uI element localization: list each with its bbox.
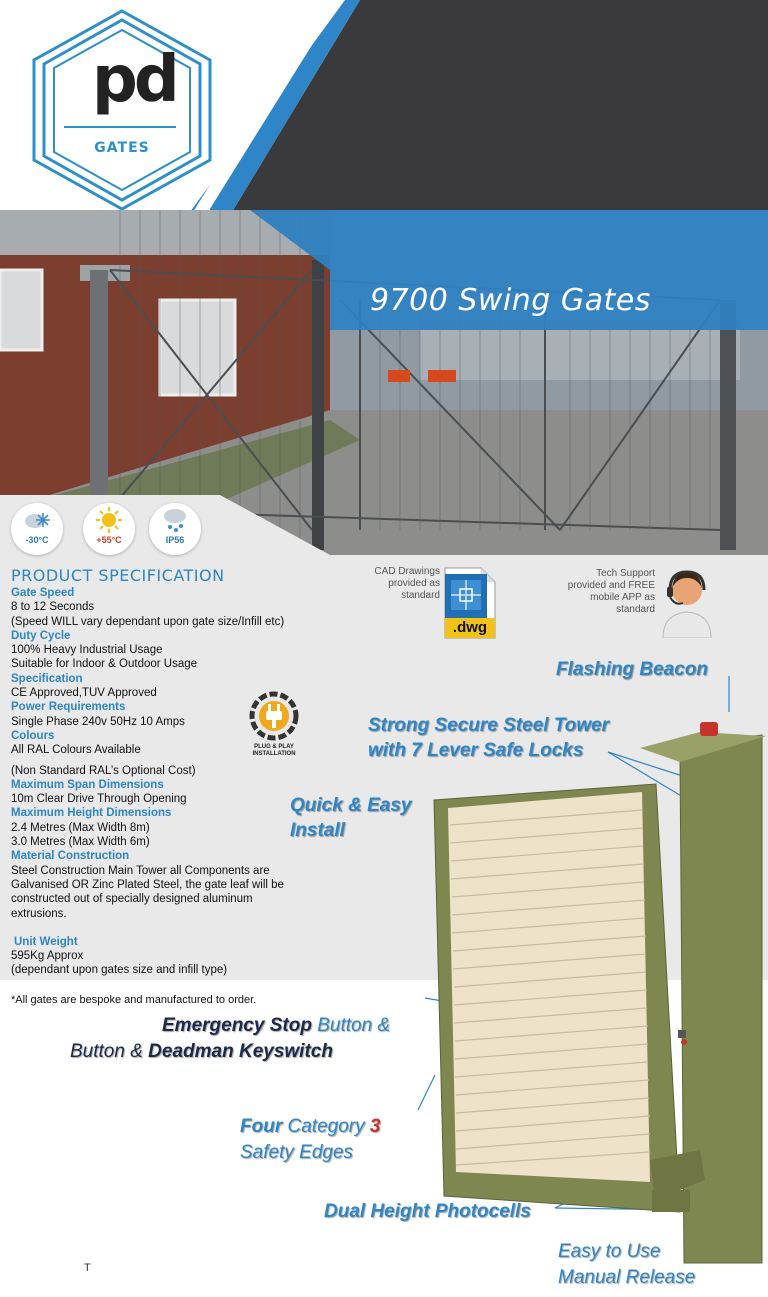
spec-value: Suitable for Indoor & Outdoor Usage	[11, 658, 198, 671]
ip-rating-label: IP56	[165, 535, 185, 545]
callout-install-line1: Quick & Easy	[290, 795, 412, 816]
spec-value: 8 to 12 Seconds	[11, 601, 95, 614]
category-number: 3	[369, 1116, 381, 1137]
low-temp-label: -30°C	[25, 535, 49, 545]
plug-badge-line1: PLUG & PLAY	[254, 744, 294, 750]
callout-release-line2: Manual Release	[558, 1267, 696, 1288]
spec-value: 100% Heavy Industrial Usage	[11, 644, 163, 657]
ip-rating-badge	[149, 503, 201, 555]
support-line: Tech Support	[596, 568, 655, 579]
spec-value: Single Phase 240v 50Hz 10 Amps	[11, 715, 185, 728]
rain-cloud-icon	[161, 507, 189, 533]
spec-heading-height: Maximum Height Dimensions	[11, 807, 172, 820]
spec-value: 2.4 Metres (Max Width 8m)	[11, 821, 150, 834]
callout-emergency-stop-line2	[70, 1040, 333, 1064]
bespoke-footnote: *All gates are bespoke and manufactured to order.	[11, 994, 257, 1006]
callout-photocells: Dual Height Photocells	[324, 1201, 531, 1222]
emergency-stop-text: Emergency Stop	[162, 1015, 312, 1036]
cad-line: CAD Drawings	[374, 566, 440, 577]
high-temp-label: +55°C	[96, 535, 122, 545]
dwg-file-label: .dwg	[452, 619, 488, 636]
spec-value: 10m Clear Drive Through Opening	[11, 793, 187, 806]
spec-value: (dependant upon gates size and infill type)	[11, 964, 228, 977]
spec-value: 3.0 Metres (Max Width 6m)	[11, 836, 150, 849]
logo-word: GATES	[94, 140, 150, 156]
sun-icon	[95, 507, 123, 533]
spec-heading-colours: Colours	[11, 729, 55, 742]
spec-value: Galvanised OR Zinc Plated Steel, the gate leaf will be	[11, 878, 284, 891]
spec-heading: PRODUCT SPECIFICATION	[11, 566, 225, 585]
callout-release-line1: Easy to Use	[558, 1241, 661, 1262]
spec-value: extrusions.	[11, 907, 67, 920]
support-line: provided and FREE	[567, 580, 655, 591]
support-line: standard	[616, 604, 655, 615]
spec-value: constructed out of specially designed aluminum	[11, 893, 253, 906]
spec-heading-specification: Specification	[11, 672, 83, 685]
spec-heading-power: Power Requirements	[11, 701, 126, 714]
product-title: 9700 Swing Gates	[370, 283, 651, 318]
callout-install-line2: Install	[290, 820, 345, 841]
four-text: Four	[240, 1116, 283, 1137]
spec-value: All RAL Colours Available	[11, 744, 141, 757]
cad-line: provided as	[388, 578, 440, 589]
deadman-keyswitch-text: Deadman Keyswitch	[148, 1041, 333, 1062]
spec-value: CE Approved,TUV Approved	[11, 687, 157, 700]
callout-safety-edges-line1	[240, 1115, 380, 1139]
support-line: mobile APP as	[590, 592, 655, 603]
callout-safety-edges-line2: Safety Edges	[240, 1142, 354, 1163]
callout-flashing-beacon: Flashing Beacon	[556, 659, 709, 680]
spec-heading-material: Material Construction	[11, 850, 130, 863]
spec-heading-gate-speed: Gate Speed	[11, 587, 75, 599]
callout-emergency-stop-line1	[162, 1014, 390, 1038]
deadman-button-text: Button &	[70, 1041, 149, 1062]
spec-heading-span: Maximum Span Dimensions	[11, 778, 164, 791]
callout-steel-tower-line1: Strong Secure Steel Tower	[368, 715, 610, 736]
logo-letters: pd	[92, 43, 176, 117]
spec-value: (Non Standard RAL’s Optional Cost)	[11, 764, 196, 777]
spec-value: Steel Construction Main Tower all Components are	[11, 864, 270, 877]
spec-heading-weight: Unit Weight	[14, 935, 78, 948]
emergency-stop-button-text: Button &	[311, 1015, 391, 1036]
page-mark: T	[84, 1262, 91, 1274]
callout-steel-tower-line2: with 7 Lever Safe Locks	[368, 740, 584, 761]
header	[0, 0, 768, 212]
spec-value: (Speed WILL vary dependant upon gate size/Infill etc)	[11, 615, 285, 628]
category-text: Category	[282, 1116, 370, 1137]
high-temp-badge	[83, 503, 135, 555]
snowflake-cloud-icon	[23, 507, 51, 533]
spec-value: 595Kg Approx	[11, 950, 84, 963]
plug-badge-line2: INSTALLATION	[252, 751, 296, 757]
low-temp-badge	[11, 503, 63, 555]
spec-heading-duty-cycle: Duty Cycle	[11, 629, 71, 642]
cad-line: standard	[401, 590, 440, 601]
